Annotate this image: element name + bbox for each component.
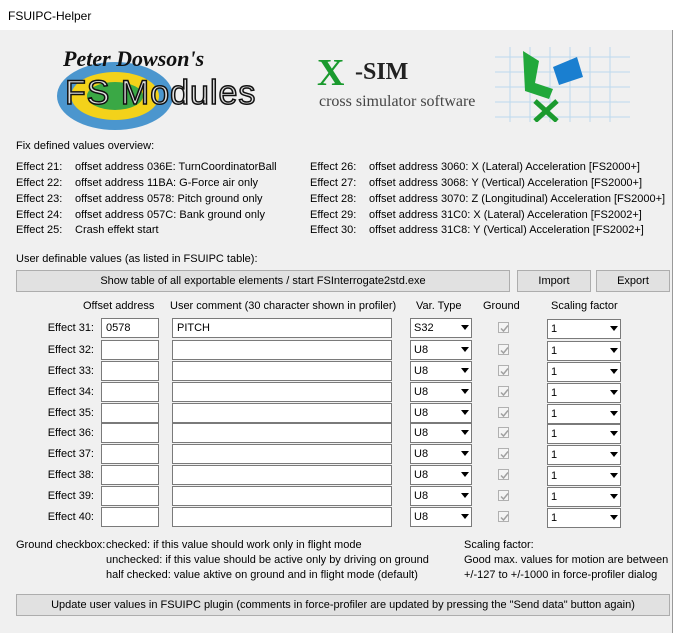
scaling-factor-select[interactable] [547,383,621,403]
scaling-factor-select[interactable] [547,466,621,486]
scaling-factor-select[interactable] [547,404,621,424]
var-type-value: U8 [414,407,429,419]
var-type-value: S32 [414,322,434,334]
var-type-value: U8 [414,365,429,377]
check-icon [499,366,510,377]
chevron-down-icon [461,493,469,498]
var-type-value: U8 [414,344,429,356]
ground-note-half: half checked: value aktive on ground and in flight mode (default) [106,569,418,581]
offset-address-input[interactable] [101,403,159,423]
chevron-down-icon [610,348,618,353]
check-icon [499,428,510,439]
var-type-select[interactable] [410,361,472,381]
fixed-effect-desc: offset address 3070: Z (Longitudinal) Acceleration [FS2000+] [369,193,666,205]
scaling-note-line1: Good max. values for motion are between [464,554,669,566]
chevron-down-icon [610,473,618,478]
var-type-value: U8 [414,490,429,502]
chevron-down-icon [461,430,469,435]
user-comment-input[interactable] [172,507,392,527]
background-window-strip [672,30,684,633]
var-type-select[interactable] [410,444,472,464]
ground-checkbox[interactable] [498,490,509,501]
fixed-effect-desc: offset address 057C: Bank ground only [75,209,265,221]
scaling-factor-select[interactable] [547,362,621,382]
ground-note-title: Ground checkbox: [16,539,106,551]
chevron-down-icon [610,390,618,395]
chevron-down-icon [461,389,469,394]
scaling-factor-value: 1 [551,428,558,440]
offset-address-input[interactable] [101,507,159,527]
effect-row-label: Effect 39: [47,490,94,502]
import-button[interactable]: Import [517,270,591,292]
var-type-value: U8 [414,469,429,481]
offset-address-input[interactable] [101,382,159,402]
ground-checkbox[interactable] [498,407,509,418]
scaling-note-title: Scaling factor: [464,539,534,551]
chevron-down-icon [610,431,618,436]
var-type-select[interactable] [410,486,472,506]
check-icon [499,449,510,460]
var-type-value: U8 [414,427,429,439]
scaling-factor-select[interactable] [547,508,621,528]
chevron-down-icon [610,369,618,374]
motion-seat-logo [495,47,630,122]
scaling-factor-select[interactable] [547,445,621,465]
ground-checkbox[interactable] [498,322,509,333]
ground-note-checked: checked: if this value should work only in flight mode [106,539,362,551]
check-icon [499,512,510,523]
chevron-down-icon [610,494,618,499]
fixed-effect-label: Effect 30: [310,224,357,236]
chevron-down-icon [461,368,469,373]
offset-address-input[interactable] [101,340,159,360]
logo-x-letter: X [317,52,345,94]
offset-address-input[interactable] [101,423,159,443]
effect-row-label: Effect 38: [47,469,94,481]
chevron-down-icon [461,514,469,519]
update-user-values-button[interactable]: Update user values in FSUIPC plugin (comments in force-profiler are updated by pressing the "Send data" button again) [16,594,670,616]
offset-address-input[interactable]: 0578 [101,318,159,338]
chevron-down-icon [461,325,469,330]
var-type-select[interactable] [410,507,472,527]
var-type-select[interactable] [410,340,472,360]
scaling-factor-value: 1 [551,408,558,420]
effect-row-label: Effect 40: [47,511,94,523]
scaling-factor-select[interactable] [547,487,621,507]
fixed-effect-desc: offset address 036E: TurnCoordinatorBall [75,161,277,173]
scaling-factor-value: 1 [551,387,558,399]
chevron-down-icon [461,347,469,352]
effect-row-label: Effect 32: [47,344,94,356]
scaling-factor-value: 1 [551,512,558,524]
user-comment-input[interactable] [172,382,392,402]
offset-address-input[interactable] [101,444,159,464]
effect-row-label: Effect 34: [47,386,94,398]
effect-row-label: Effect 37: [47,448,94,460]
check-icon [499,345,510,356]
fixed-effect-desc: offset address 11BA: G-Force air only [75,177,259,189]
user-comment-input[interactable]: PITCH [172,318,392,338]
chevron-down-icon [610,515,618,520]
offset-address-input[interactable] [101,465,159,485]
show-table-button[interactable]: Show table of all exportable elements / start FSInterrogate2std.exe [16,270,510,292]
check-icon [499,387,510,398]
scaling-note-line2: +/-127 to +/-1000 in force-profiler dialog [464,569,658,581]
var-type-select[interactable] [410,403,472,423]
effect-row-label: Effect 36: [47,427,94,439]
ground-checkbox[interactable] [498,427,509,438]
var-type-value: U8 [414,448,429,460]
scaling-factor-value: 1 [551,470,558,482]
offset-address-input[interactable] [101,486,159,506]
logo-sim-text: -SIM [355,59,409,85]
fixed-effect-label: Effect 29: [310,209,357,221]
user-comment-input[interactable] [172,465,392,485]
effect-row-label: Effect 31: [47,322,94,334]
title-bar [0,0,684,30]
logo-tagline: cross simulator software [319,93,476,110]
ground-checkbox[interactable] [498,511,509,522]
chevron-down-icon [610,326,618,331]
column-header-scaling: Scaling factor [551,300,618,312]
xsim-logo [317,52,487,115]
check-icon [499,470,510,481]
chevron-down-icon [610,452,618,457]
logo-author-text: Peter Dowson's [63,46,205,71]
fixed-effect-label: Effect 22: [16,177,63,189]
chevron-down-icon [461,451,469,456]
var-type-select[interactable] [410,423,472,443]
effect-row-label: Effect 33: [47,365,94,377]
fixed-effect-desc: offset address 3068: Y (Vertical) Acceleration [FS2000+] [369,177,643,189]
check-icon [499,408,510,419]
check-icon [499,323,510,334]
user-values-heading: User definable values (as listed in FSUIPC table): [16,253,258,265]
fixed-effect-label: Effect 27: [310,177,357,189]
offset-address-input[interactable] [101,361,159,381]
user-comment-input[interactable] [172,340,392,360]
scaling-factor-select[interactable] [547,341,621,361]
user-comment-input[interactable] [172,486,392,506]
column-header-ground: Ground [483,300,520,312]
fixed-effect-label: Effect 28: [310,193,357,205]
chevron-down-icon [461,472,469,477]
var-type-select[interactable] [410,318,472,338]
var-type-select[interactable] [410,382,472,402]
ground-note-unchecked: unchecked: if this value should be active only by driving on ground [106,554,429,566]
fixed-effect-label: Effect 26: [310,161,357,173]
user-comment-input[interactable] [172,403,392,423]
fixed-effect-desc: Crash effekt start [75,224,159,236]
fixed-effect-label: Effect 25: [16,224,63,236]
column-header-vartype: Var. Type [416,300,462,312]
fixed-effect-desc: offset address 31C8: Y (Vertical) Acceleration [FS2002+] [369,224,644,236]
ground-checkbox[interactable] [498,344,509,355]
var-type-value: U8 [414,386,429,398]
fixed-effect-label: Effect 21: [16,161,63,173]
column-header-comment: User comment (30 character shown in profiler) [170,300,397,312]
check-icon [499,491,510,502]
fixed-effect-desc: offset address 31C0: X (Lateral) Acceleration [FS2002+] [369,209,642,221]
var-type-value: U8 [414,511,429,523]
scaling-factor-value: 1 [551,345,558,357]
user-comment-input[interactable] [172,444,392,464]
column-header-offset: Offset address [83,300,155,312]
fixed-effect-desc: offset address 3060: X (Lateral) Acceleration [FS2000+] [369,161,640,173]
export-button[interactable]: Export [596,270,670,292]
fixed-effect-desc: offset address 0578: Pitch ground only [75,193,263,205]
scaling-factor-value: 1 [551,366,558,378]
var-type-select[interactable] [410,465,472,485]
user-comment-input[interactable] [172,423,392,443]
ground-checkbox[interactable] [498,365,509,376]
fixed-values-heading: Fix defined values overview: [16,140,155,152]
ground-checkbox[interactable] [498,386,509,397]
fixed-effect-label: Effect 23: [16,193,63,205]
effect-row-label: Effect 35: [47,407,94,419]
scaling-factor-value: 1 [551,449,558,461]
user-comment-input[interactable] [172,361,392,381]
fixed-effect-label: Effect 24: [16,209,63,221]
chevron-down-icon [610,411,618,416]
chevron-down-icon [461,410,469,415]
window-title: FSUIPC-Helper [8,9,92,23]
scaling-factor-select[interactable] [547,424,621,444]
fs-modules-logo [55,38,287,134]
scaling-factor-value: 1 [551,491,558,503]
ground-checkbox[interactable] [498,469,509,480]
scaling-factor-value: 1 [551,323,558,335]
logo-product-text: FS Modules [65,74,257,112]
scaling-factor-select[interactable] [547,319,621,339]
ground-checkbox[interactable] [498,448,509,459]
